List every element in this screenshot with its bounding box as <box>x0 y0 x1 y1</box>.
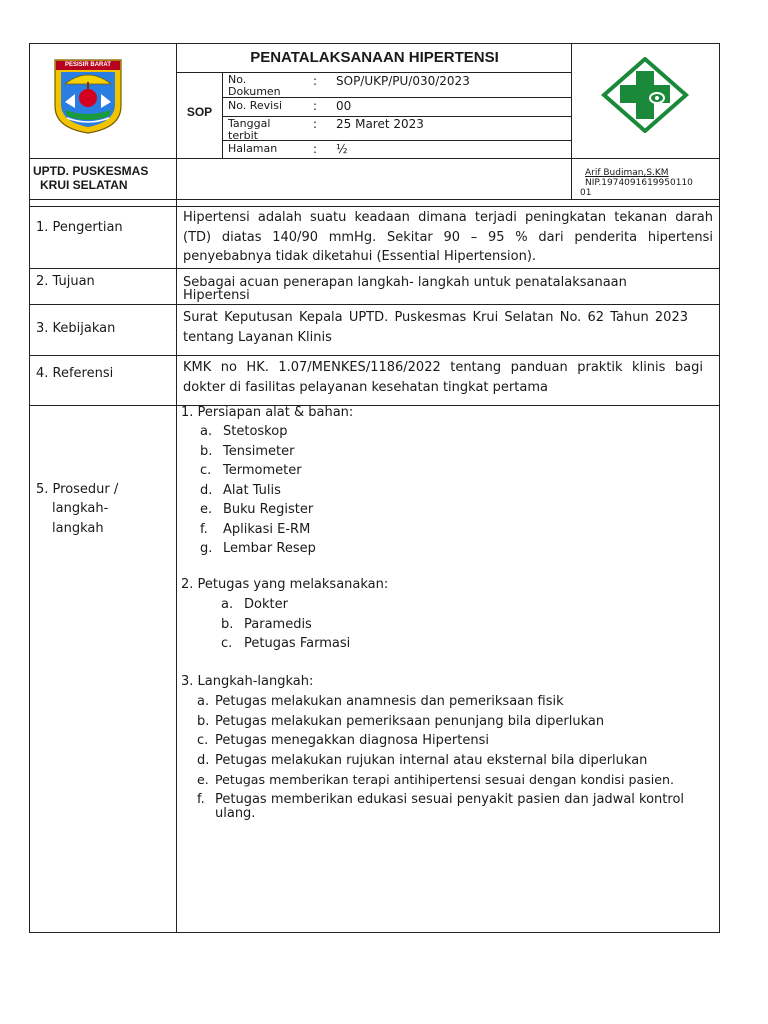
doc-row-number-value: SOP/UKP/PU/030/2023 <box>336 74 470 88</box>
section-text-pengertian: Hipertensi adalah suatu keadaan dimana terjadi peningkatan tekanan darah (TD) diatas 140/90 mmHg. Sekitar 90 – 95 % dari penderita hipertensi penyebabnya tidak diketahui (Essential Hipertension). <box>183 210 713 264</box>
section-label-prosedur-line3: langkah <box>52 521 104 536</box>
doc-row-number-label: No. Dokumen <box>228 73 281 98</box>
prosedur-part3-heading: 3. Langkah-langkah: <box>181 674 314 689</box>
doc-row-page-colon: : <box>313 142 318 156</box>
organization-name-line1: UPTD. PUSKESMAS <box>33 164 149 178</box>
organization-name-line2: KRUI SELATAN <box>40 178 128 192</box>
doc-row-revision-label: No. Revisi <box>228 99 283 112</box>
sop-label: SOP <box>186 105 213 119</box>
section-label-tujuan: 2. Tujuan <box>36 274 95 289</box>
doc-row-revision-value: 00 <box>336 99 352 113</box>
prosedur-part1-heading: 1. Persiapan alat & bahan: <box>181 405 354 420</box>
document-title: PENATALAKSANAAN HIPERTENSI <box>250 49 499 66</box>
section-text-referensi: KMK no HK. 1.07/MENKES/1186/2022 tentang panduan praktik klinis bagi dokter di fasilitas pelayanan kesehatan tingkat pertama <box>183 360 703 395</box>
regency-emblem <box>53 58 123 134</box>
doc-row-number-colon: : <box>313 74 318 88</box>
section-label-kebijakan: 3. Kebijakan <box>36 321 116 336</box>
signer-name: Arif Budiman,S.KM <box>585 168 669 178</box>
signer-nip-line1: NIP.1974091619950110 <box>585 178 693 188</box>
signer-nip-line2: 01 <box>580 188 592 198</box>
doc-row-page-label: Halaman <box>228 142 278 155</box>
section-text-tujuan-line1: Sebagai acuan penerapan langkah- langkah untuk penatalaksanaan <box>183 275 627 290</box>
emblem-label: PESISIR BARAT <box>65 62 111 68</box>
section-label-prosedur-line2: langkah- <box>52 501 109 516</box>
section-text-tujuan-line2: Hipertensi <box>183 288 250 303</box>
prosedur-part2-heading: 2. Petugas yang melaksanakan: <box>181 577 389 592</box>
doc-row-date-label: Tanggal terbit <box>228 117 271 142</box>
section-label-referensi: 4. Referensi <box>36 366 114 381</box>
doc-row-date-value: 25 Maret 2023 <box>336 117 424 131</box>
section-label-prosedur-line1: 5. Prosedur / <box>36 482 119 497</box>
puskesmas-logo-icon <box>600 57 690 133</box>
doc-row-page-value: ½ <box>336 142 348 156</box>
section-label-pengertian: 1. Pengertian <box>36 220 123 235</box>
doc-row-date-colon: : <box>313 117 318 131</box>
doc-row-revision-colon: : <box>313 99 318 113</box>
section-text-kebijakan: Surat Keputusan Kepala UPTD. Puskesmas Krui Selatan No. 62 Tahun 2023 tentang Layanan Klinis <box>183 310 688 345</box>
